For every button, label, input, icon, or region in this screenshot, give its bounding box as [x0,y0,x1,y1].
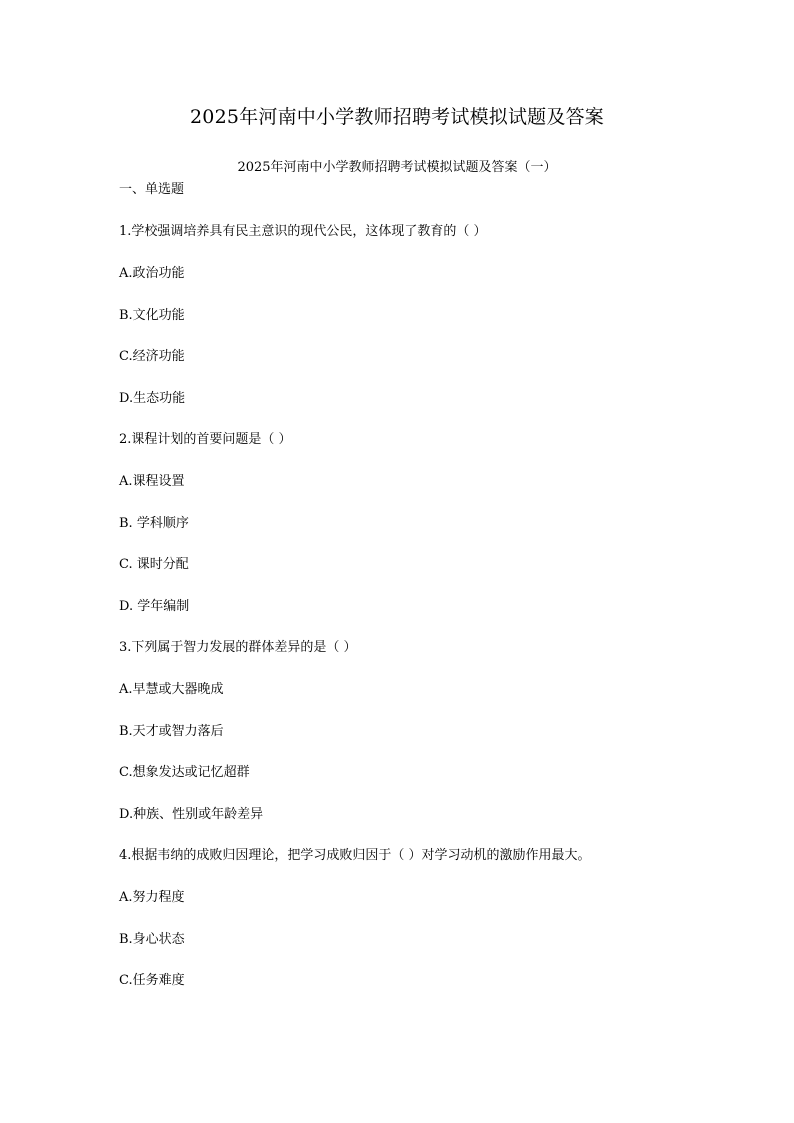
question-stem: 4.根据韦纳的成败归因理论，把学习成败归因于（ ）对学习动机的激励作用最大。 [119,848,591,863]
question-option: D.种族、性别或年龄差异 [119,807,264,822]
question-option: C.经济功能 [119,349,185,364]
question-stem: 1.学校强调培养具有民主意识的现代公民，这体现了教育的（ ） [119,224,487,239]
question-option: B.身心状态 [119,932,185,947]
question-option: A.努力程度 [119,890,185,905]
question-option: D.生态功能 [119,391,186,406]
question-option: B. 学科顺序 [119,516,189,531]
document-title: 2025年河南中小学教师招聘考试模拟试题及答案 [190,106,604,128]
question-option: B.天才或智力落后 [119,724,224,739]
question-option: A.政治功能 [119,266,185,281]
question-stem: 2.课程计划的首要问题是（ ） [119,432,292,447]
question-option: B.文化功能 [119,308,185,323]
question-option: D. 学年编制 [119,599,190,614]
question-option: C.想象发达或记忆超群 [119,765,250,780]
question-option: C. 课时分配 [119,557,189,572]
question-option: A.课程设置 [119,474,185,489]
question-option: C.任务难度 [119,973,185,988]
question-stem: 3.下列属于智力发展的群体差异的是（ ） [119,640,357,655]
document-subtitle: 2025年河南中小学教师招聘考试模拟试题及答案（一） [237,160,557,175]
question-option: A.早慧或大器晚成 [119,682,224,697]
section-heading: 一、单选题 [119,182,185,197]
